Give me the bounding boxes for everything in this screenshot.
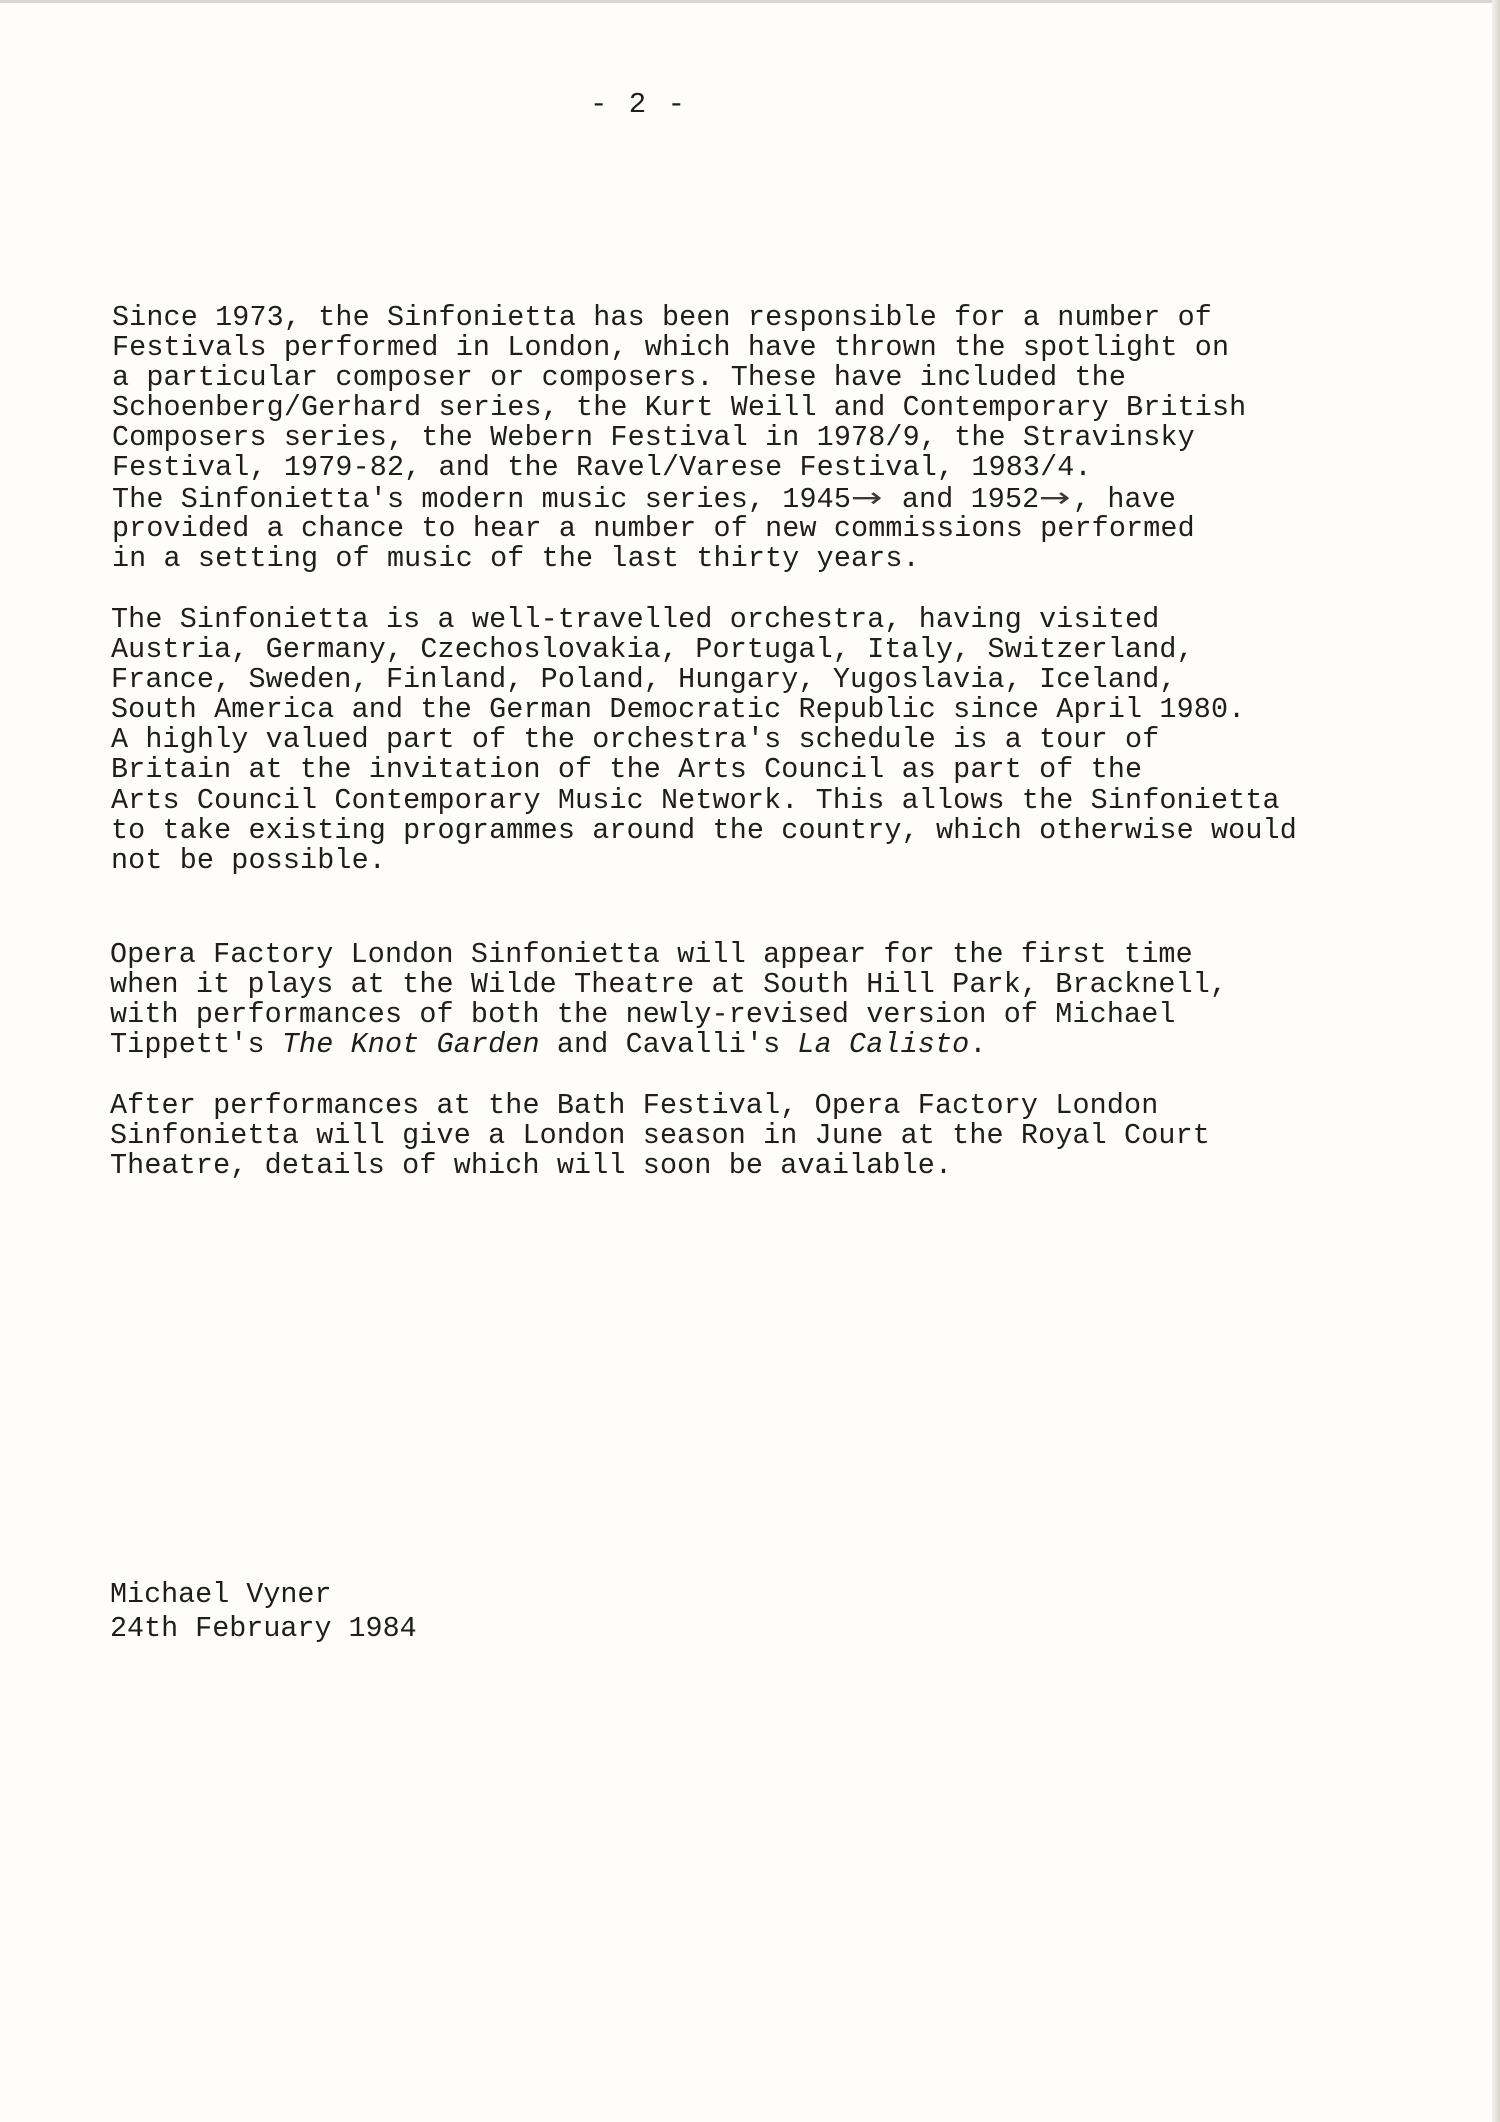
text-line: when it plays at the Wilde Theatre at South Hill Park, Bracknell, bbox=[110, 968, 1228, 1002]
text-line: France, Sweden, Finland, Poland, Hungary, Yugoslavia, Iceland, bbox=[111, 663, 1177, 697]
text-line: After performances at the Bath Festival, Opera Factory London bbox=[110, 1089, 1159, 1122]
text-line: Schoenberg/Gerhard series, the Kurt Weill and Contemporary British bbox=[112, 391, 1247, 425]
text-line: Austria, Germany, Czechoslovakia, Portugal, Italy, Switzerland, bbox=[111, 633, 1194, 667]
text-line-titles bbox=[110, 1030, 1227, 1060]
titles-text-b: and Cavalli's bbox=[539, 1028, 798, 1062]
text-line: to take existing programmes around the country, which otherwise would bbox=[111, 813, 1297, 847]
text-line: with performances of both the newly-revised version of Michael bbox=[110, 998, 1176, 1032]
text-line: Theatre, details of which will soon be available. bbox=[110, 1149, 953, 1183]
text-line: provided a chance to hear a number of new commissions performed bbox=[112, 511, 1195, 545]
arrow-right-icon: → bbox=[1039, 480, 1072, 514]
text-line: Sinfonietta will give a London season in June at the Royal Court bbox=[110, 1119, 1210, 1153]
text-line: Opera Factory London Sinfonietta will appear for the first time bbox=[110, 938, 1193, 971]
titles-text-c: . bbox=[969, 1028, 987, 1062]
titles-text-a: Tippett's bbox=[110, 1028, 282, 1062]
text-line: South America and the German Democratic Republic since April 1980. bbox=[111, 693, 1246, 727]
page-number: - 2 - bbox=[590, 88, 688, 121]
paragraph-opera-factory bbox=[110, 940, 1227, 1060]
text-line: not be possible. bbox=[111, 843, 386, 877]
paragraph-festivals bbox=[112, 303, 1246, 574]
arrow-right-icon: → bbox=[850, 480, 883, 514]
series-text-b: and 1952 bbox=[884, 482, 1040, 516]
document-date: 24th February 1984 bbox=[110, 1612, 417, 1645]
page-right-edge bbox=[1492, 0, 1500, 2122]
text-line: A highly valued part of the orchestra's schedule is a tour of bbox=[111, 723, 1160, 757]
title-knot-garden: The Knot Garden bbox=[281, 1028, 540, 1062]
text-line: The Sinfonietta is a well-travelled orchestra, having visited bbox=[111, 603, 1160, 636]
text-line: Arts Council Contemporary Music Network. This allows the Sinfonietta bbox=[111, 783, 1280, 817]
title-la-calisto: La Calisto bbox=[797, 1028, 970, 1062]
text-line: Composers series, the Webern Festival in 1978/9, the Stravinsky bbox=[112, 421, 1195, 455]
text-line: Since 1973, the Sinfonietta has been responsible for a number of bbox=[112, 301, 1212, 334]
text-line: Britain at the invitation of the Arts Council as part of the bbox=[111, 753, 1143, 787]
paragraph-touring bbox=[111, 605, 1297, 876]
series-text-c: , have bbox=[1073, 482, 1177, 516]
series-text-a: The Sinfonietta's modern music series, 1945 bbox=[112, 482, 852, 516]
text-line: Festivals performed in London, which have thrown the spotlight on bbox=[112, 331, 1230, 365]
text-line: a particular composer or composers. These have included the bbox=[112, 361, 1127, 395]
page-top-edge bbox=[0, 0, 1500, 3]
signature-block bbox=[110, 1578, 417, 1646]
text-line-series bbox=[112, 480, 1246, 516]
text-line: in a setting of music of the last thirty years. bbox=[112, 541, 920, 575]
text-line: Festival, 1979-82, and the Ravel/Varese Festival, 1983/4. bbox=[112, 451, 1092, 485]
paragraph-london-season bbox=[110, 1091, 1210, 1181]
author-name: Michael Vyner bbox=[110, 1578, 332, 1611]
